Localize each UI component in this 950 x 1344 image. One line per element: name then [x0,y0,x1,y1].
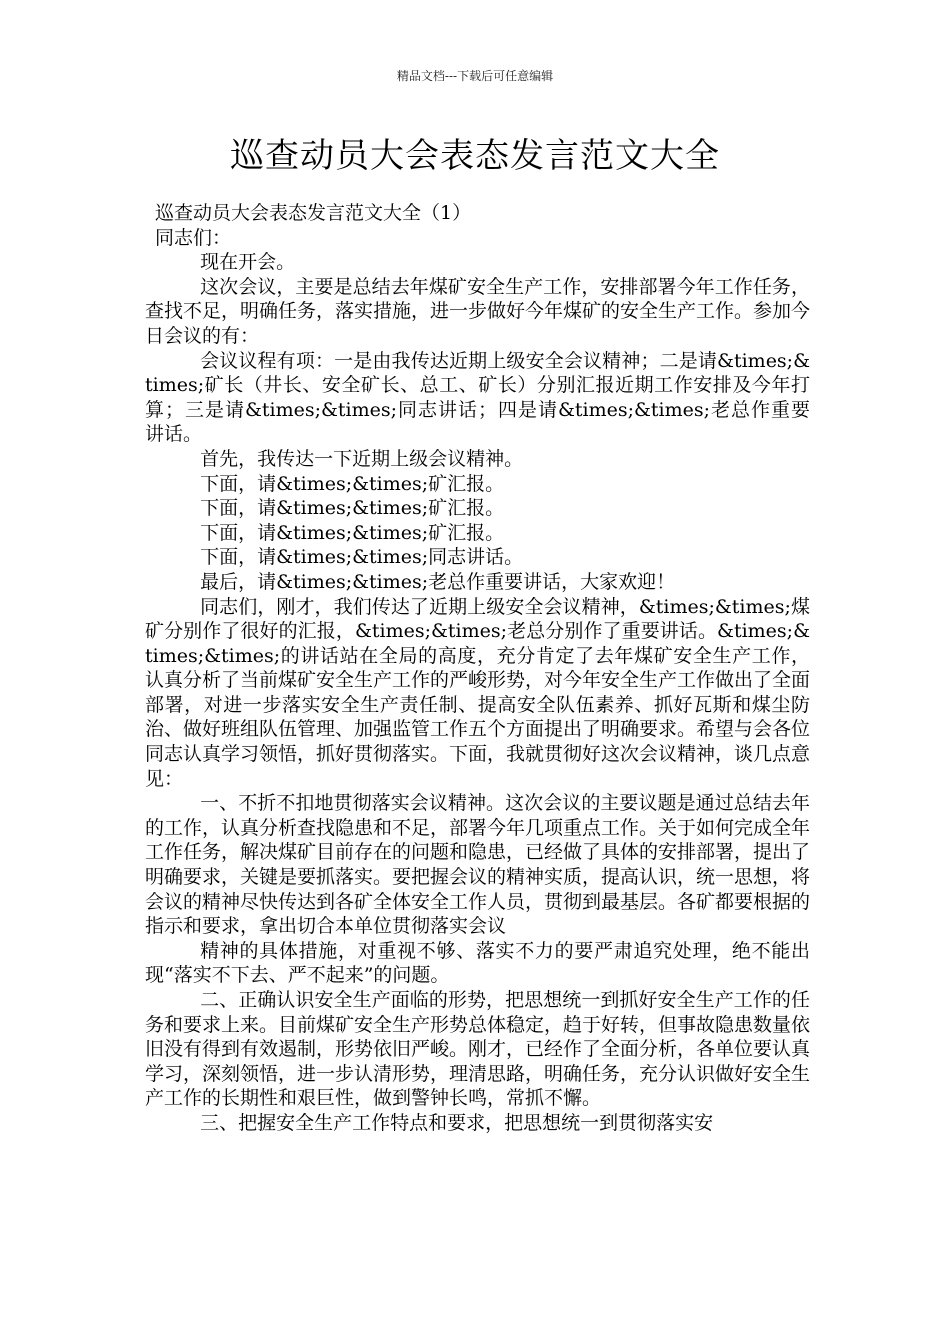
paragraph: 最后，请&times;&times;老总作重要讲话，大家欢迎！ [200,570,676,593]
paragraph: 会议议程有项：一是由我传达近期上级安全会议精神；二是请&times;&times;矿长（井长、安全矿长、总工、矿长）分别汇报近期工作安排及今年打算；三是请&times;&times;同志讲话；四是请&times;&times;老总作重要讲话。 [145,349,810,446]
paragraph: 同志们，刚才，我们传达了近期上级安全会议精神，&times;&times;煤矿分别作了很好的汇报，&times;&times;老总分别作了重要讲话。&times;&times;&times;的讲话站在全局的高度，充分肯定了去年煤矿安全生产工作，认真分析了当前煤矿安全生产工作的严峻形势，对今年安全生产工作做出了全面部署，对进一步落实安全生产责任制、提高安全队伍素养、抓好瓦斯和煤尘防治、做好班组队伍管理、加强监管工作五个方面提出了明确要求。希望与会各位同志认真学习领悟，抓好贯彻落实。下面，我就贯彻好这次会议精神，谈几点意见： [145,595,811,790]
document-title: 巡查动员大会表态发言范文大全 [230,136,720,176]
paragraph: 精神的具体措施，对重视不够、落实不力的要严肃追究处理，绝不能出现“落实不下去、严不起来”的问题。 [145,939,810,987]
paragraph: 下面，请&times;&times;矿汇报。 [200,497,505,520]
paragraph: 下面，请&times;&times;同志讲话。 [200,546,524,569]
paragraph: 二、正确认识安全生产面临的形势，把思想统一到抓好安全生产工作的任务和要求上来。目前煤矿安全生产形势总体稳定，趋于好转，但事故隐患数量依旧没有得到有效遏制，形势依旧严峻。刚才，已经作了全面分析，各单位要认真学习，深刻领悟，进一步认清形势，理清思路，明确任务，充分认识做好安全生产工作的长期性和艰巨性，做到警钟长鸣，常抓不懈。 [145,989,811,1110]
paragraph: 下面，请&times;&times;矿汇报。 [200,521,505,544]
subtitle: 巡查动员大会表态发言范文大全（1） [155,202,472,224]
salutation: 同志们： [155,226,232,249]
header-note: 精品文档---下载后可任意编辑 [396,69,554,83]
document-body [145,201,810,1136]
paragraph: 三、把握安全生产工作特点和要求，把思想统一到贯彻落实安 [200,1111,714,1134]
paragraph: 这次会议，主要是总结去年煤矿安全生产工作，安排部署今年工作任务，查找不足，明确任务，落实措施，进一步做好今年煤矿的安全生产工作。参加今日会议的有： [145,275,811,347]
paragraph: 一、不折不扣地贯彻落实会议精神。这次会议的主要议题是通过总结去年的工作，认真分析查找隐患和不足，部署今年几项重点工作。关于如何完成全年工作任务，解决煤矿目前存在的问题和隐患，已经做了具体的安排部署，提出了明确要求，关键是要抓落实。要把握会议的精神实质，提高认识，统一思想，将会议的精神尽快传达到各矿全体安全工作人员，贯彻到最基层。各矿都要根据的指示和要求，拿出切合本单位贯彻落实会议 [145,792,811,938]
paragraph: 下面，请&times;&times;矿汇报。 [200,472,505,495]
paragraph: 首先，我传达一下近期上级会议精神。 [200,447,524,470]
paragraph: 现在开会。 [200,251,296,274]
